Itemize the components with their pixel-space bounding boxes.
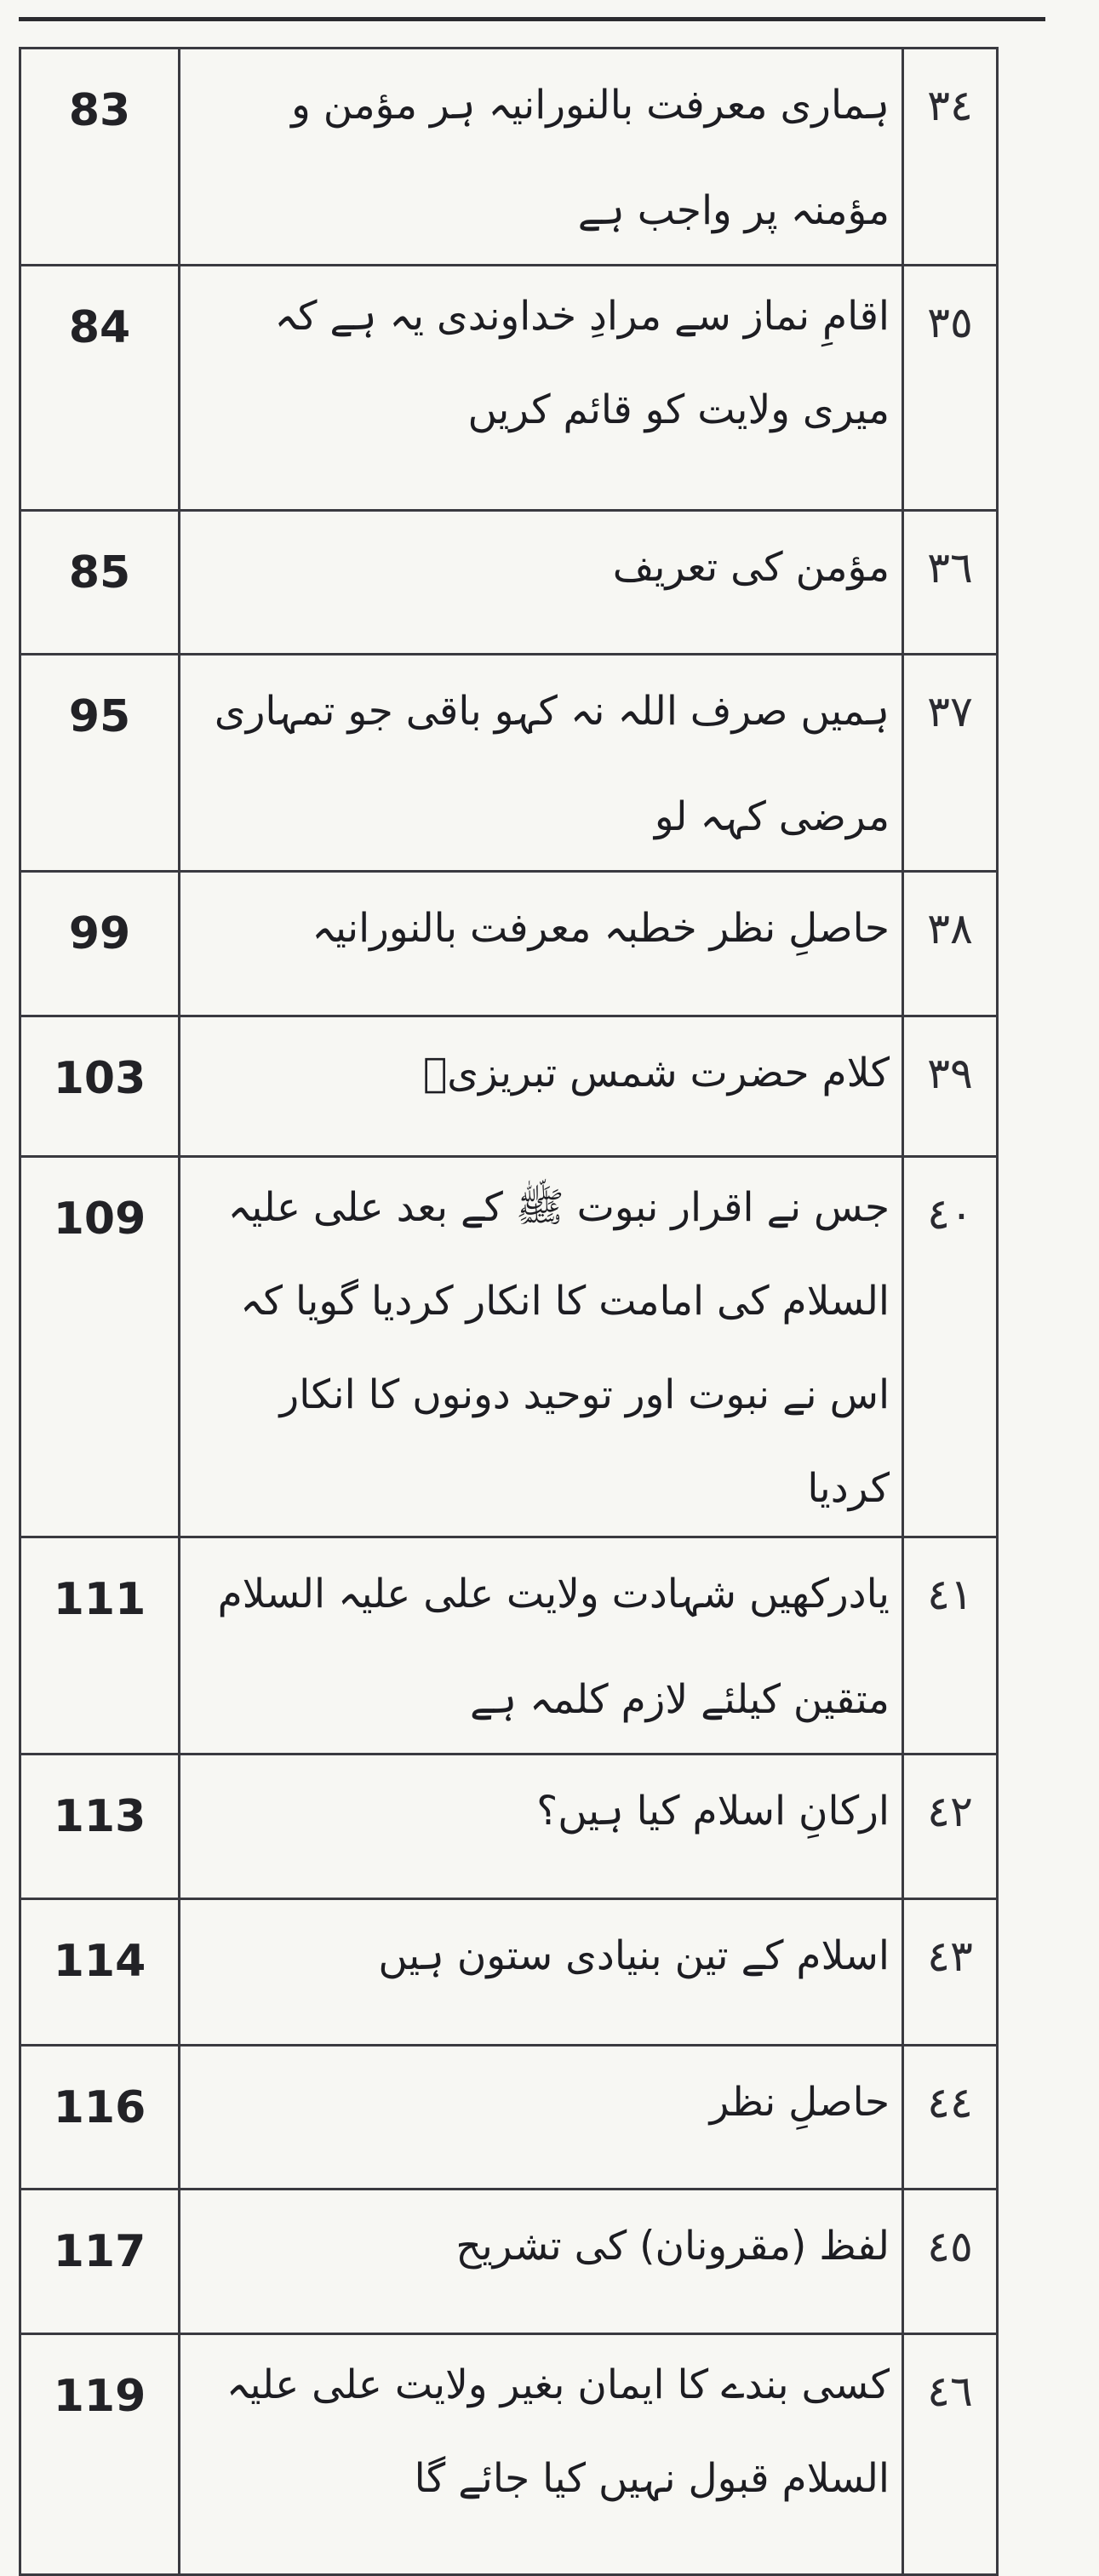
page-number: 103	[20, 1016, 180, 1157]
table-row	[20, 2190, 998, 2334]
table-row	[20, 1016, 998, 1157]
entry-number: ٣٩	[903, 1016, 998, 1157]
page-number: 84	[20, 266, 180, 511]
table-row	[20, 266, 998, 511]
page-number: 109	[20, 1157, 180, 1537]
page-number: 117	[20, 2190, 180, 2334]
table-row	[20, 1899, 998, 2046]
page-number: 119	[20, 2334, 180, 2575]
entry-title: ہمیں صرف اللہ نہ کہو باقی جو تمہاری مرضی کہہ لو	[180, 655, 903, 872]
entry-number: ٤٤	[903, 2046, 998, 2190]
entry-title: حاصلِ نظر خطبہ معرفت بالنورانیہ	[180, 872, 903, 1016]
contents-table	[19, 47, 999, 2576]
table-row	[20, 1755, 998, 1899]
table-row	[20, 872, 998, 1016]
entry-title: لفظ (مقرونان) کی تشریح	[180, 2190, 903, 2334]
table-row	[20, 1537, 998, 1755]
top-rule	[19, 17, 1045, 21]
table-row	[20, 2046, 998, 2190]
page-number: 114	[20, 1899, 180, 2046]
entry-number: ٤٦	[903, 2334, 998, 2575]
entry-number: ٤٠	[903, 1157, 998, 1537]
entry-number: ٣٦	[903, 511, 998, 655]
entry-number: ٤١	[903, 1537, 998, 1755]
entry-title: یادرکھیں شہادت ولایت علی علیہ السلام متقین کیلئے لازم کلمہ ہے	[180, 1537, 903, 1755]
entry-number: ٣٤	[903, 49, 998, 266]
entry-number: ٣٨	[903, 872, 998, 1016]
page-number: 99	[20, 872, 180, 1016]
entry-title: ارکانِ اسلام کیا ہیں؟	[180, 1755, 903, 1899]
page-number: 113	[20, 1755, 180, 1899]
table-row	[20, 511, 998, 655]
entry-number: ٤٢	[903, 1755, 998, 1899]
table-row	[20, 655, 998, 872]
table-row	[20, 2334, 998, 2575]
entry-title: ہماری معرفت بالنورانیہ ہر مؤمن و مؤمنہ پر واجب ہے	[180, 49, 903, 266]
entry-title: جس نے اقرار نبوت ﷺ کے بعد علی علیہ السلام کی امامت کا انکار کردیا گویا کہ اس نے نبوت اور توحید دونوں کا انکار کردیا	[180, 1157, 903, 1537]
entry-title: حاصلِ نظر	[180, 2046, 903, 2190]
table-row	[20, 49, 998, 266]
entry-title: اسلام کے تین بنیادی ستون ہیں	[180, 1899, 903, 2046]
entry-number: ٣٧	[903, 655, 998, 872]
entry-title: اقامِ نماز سے مرادِ خداوندی یہ ہے کہ میری ولایت کو قائم کریں	[180, 266, 903, 511]
page-number: 111	[20, 1537, 180, 1755]
entry-title: مؤمن کی تعریف	[180, 511, 903, 655]
page-number: 85	[20, 511, 180, 655]
entry-title: کلام حضرت شمس تبریزیؒ	[180, 1016, 903, 1157]
entry-title: کسی بندے کا ایمان بغیر ولایت علی علیہ السلام قبول نہیں کیا جائے گا	[180, 2334, 903, 2575]
table-row	[20, 1157, 998, 1537]
page-number: 116	[20, 2046, 180, 2190]
entry-number: ٣٥	[903, 266, 998, 511]
page-number: 83	[20, 49, 180, 266]
entry-number: ٤٣	[903, 1899, 998, 2046]
entry-number: ٤٥	[903, 2190, 998, 2334]
page-number: 95	[20, 655, 180, 872]
